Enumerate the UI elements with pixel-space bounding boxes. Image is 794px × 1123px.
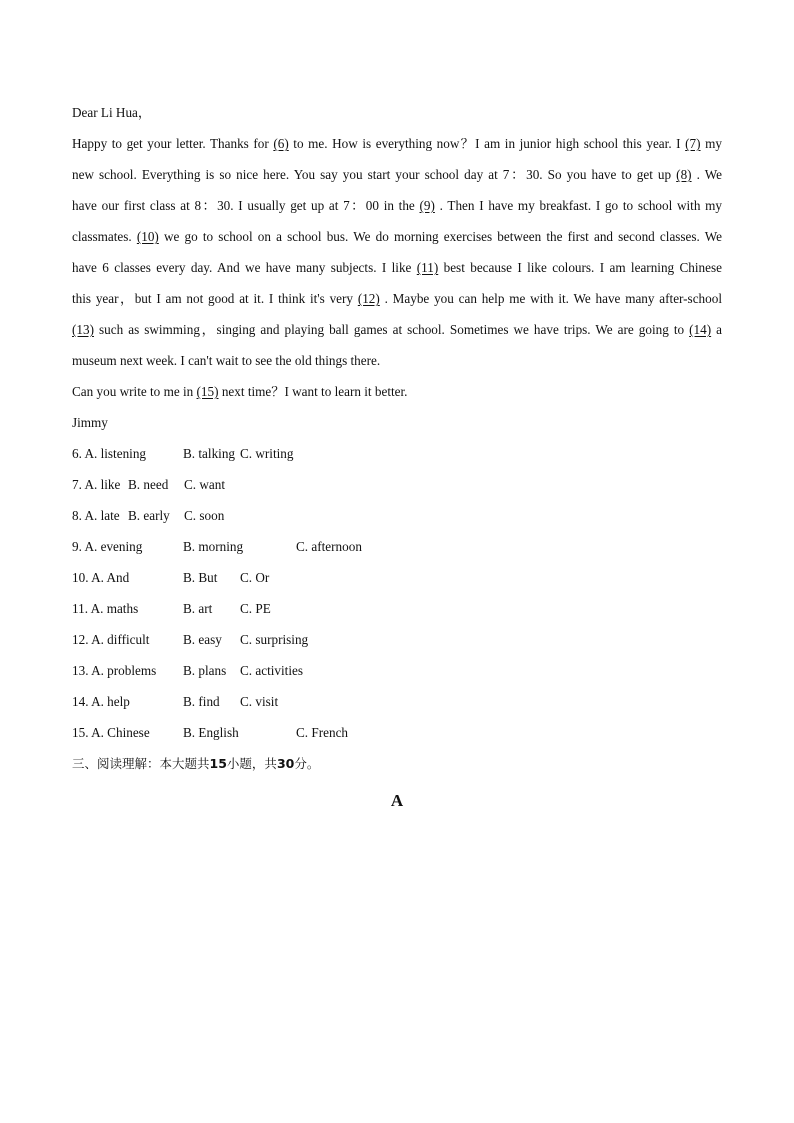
option-row-6: 6. A. listening B. talking C. writing bbox=[72, 438, 722, 469]
option-a: A. maths bbox=[90, 601, 139, 616]
blank-14: (14) bbox=[689, 322, 712, 337]
option-row-14: 14. A. help B. find C. visit bbox=[72, 686, 722, 717]
letter-line-4: classmates. (10) we go to school on a school bus. We do morning exercises between the first and second classes. We bbox=[72, 229, 722, 244]
option-row-7: 7. A. like B. need C. want bbox=[72, 469, 722, 500]
option-b: B. art bbox=[183, 601, 213, 616]
option-a: A. Chinese bbox=[91, 725, 150, 740]
option-row-13: 13. A. problems B. plans C. activities bbox=[72, 655, 722, 686]
option-b: B. But bbox=[183, 570, 218, 585]
option-b: B. plans bbox=[183, 663, 227, 678]
option-b: B. morning bbox=[183, 539, 244, 554]
option-a: A. late bbox=[84, 508, 120, 523]
letter-line-1: Happy to get your letter. Thanks for (6) to me. How is everything now？I am in junior high school this year. I (7) my bbox=[72, 136, 722, 151]
option-c: C. soon bbox=[184, 508, 225, 523]
option-c: C. French bbox=[296, 725, 349, 740]
option-c: C. PE bbox=[240, 601, 271, 616]
option-a: A. difficult bbox=[91, 632, 150, 647]
option-c: C. writing bbox=[240, 446, 294, 461]
letter-signature: Jimmy bbox=[72, 415, 108, 430]
document-page bbox=[72, 97, 722, 779]
option-c: C. visit bbox=[240, 694, 279, 709]
blank-9: (9) bbox=[419, 198, 435, 213]
option-row-9: 9. A. evening B. morning C. afternoon bbox=[72, 531, 722, 562]
letter-closing-line: Can you write to me in (15) next time？I want to learn it better. bbox=[72, 384, 408, 399]
blank-15: (15) bbox=[196, 384, 219, 399]
blank-10: (10) bbox=[136, 229, 159, 244]
option-b: B. early bbox=[128, 508, 170, 523]
letter-line-2: new school. Everything is so nice here. You say you start your school day at 7：30. So you have to get up (8) . We bbox=[72, 167, 722, 182]
option-b: B. need bbox=[128, 477, 169, 492]
blank-13: (13) bbox=[72, 322, 94, 337]
section-heading: 三、阅读理解：本大题共15小题，共30分。 bbox=[72, 756, 320, 771]
letter-line-5: have 6 classes every day. And we have many subjects. I like (11) best because I like colours. I am learning Chinese bbox=[72, 260, 722, 275]
letter-line-3: have our first class at 8：30. I usually get up at 7：00 in the (9) . Then I have my breakfast. I go to school with my bbox=[72, 198, 722, 213]
letter-greeting: Dear Li Hua， bbox=[72, 105, 152, 120]
letter-line-7: (13) such as swimming，singing and playing ball games at school. Sometimes we have trips. We are going to (14) a bbox=[72, 322, 722, 337]
blank-8: (8) bbox=[676, 167, 692, 182]
option-row-15: 15. A. Chinese B. English C. French bbox=[72, 717, 722, 748]
blank-12: (12) bbox=[357, 291, 380, 306]
letter-body bbox=[72, 128, 722, 376]
letter-line-8: museum next week. I can't wait to see the old things there. bbox=[72, 353, 381, 368]
option-a: A. like bbox=[84, 477, 121, 492]
option-a: A. evening bbox=[84, 539, 143, 554]
option-b: B. English bbox=[183, 725, 239, 740]
blank-11: (11) bbox=[416, 260, 439, 275]
option-row-8: 8. A. late B. early C. soon bbox=[72, 500, 722, 531]
option-a: A. help bbox=[91, 694, 130, 709]
option-row-11: 11. A. maths B. art C. PE bbox=[72, 593, 722, 624]
option-a: A. And bbox=[91, 570, 130, 585]
option-c: C. Or bbox=[240, 570, 270, 585]
option-c: C. want bbox=[184, 477, 226, 492]
option-a: A. listening bbox=[84, 446, 147, 461]
option-b: B. find bbox=[183, 694, 220, 709]
passage-label: A bbox=[390, 791, 404, 810]
option-b: B. easy bbox=[183, 632, 222, 647]
option-a: A. problems bbox=[91, 663, 157, 678]
blank-6: (6) bbox=[273, 136, 289, 151]
option-row-12: 12. A. difficult B. easy C. surprising bbox=[72, 624, 722, 655]
blank-7: (7) bbox=[685, 136, 701, 151]
option-b: B. talking bbox=[183, 446, 236, 461]
option-c: C. afternoon bbox=[296, 539, 362, 554]
option-c: C. surprising bbox=[240, 632, 309, 647]
letter-line-6: this year，but I am not good at it. I think it's very (12) . Maybe you can help me with it. We have many after-school bbox=[72, 291, 722, 306]
options-list bbox=[72, 438, 722, 748]
option-row-10: 10. A. And B. But C. Or bbox=[72, 562, 722, 593]
option-c: C. activities bbox=[240, 663, 303, 678]
